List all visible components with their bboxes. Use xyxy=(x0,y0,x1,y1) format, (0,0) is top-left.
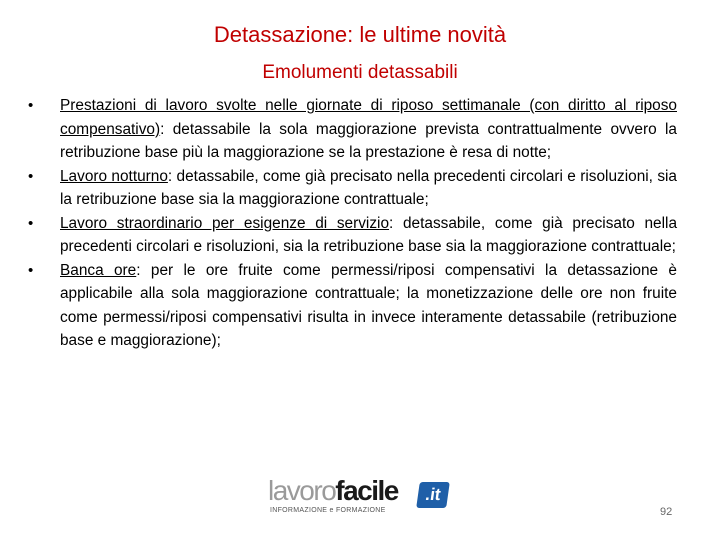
bullet-item-straordinario xyxy=(60,212,677,259)
bullet-text: : detassabile, come già precisato nella precedenti circolari e risoluzioni, sia la retribuzione base sia la maggiorazione contrattuale; xyxy=(60,214,678,255)
logo-tagline: INFORMAZIONE e FORMAZIONE xyxy=(270,507,386,514)
slide-subtitle: Emolumenti detassabili xyxy=(262,62,458,83)
logo-tld-badge: .it xyxy=(416,482,450,508)
bullet-item-notturno xyxy=(60,165,677,212)
bullet-label: Lavoro straordinario per esigenze di servizio xyxy=(60,214,390,232)
bullet-text: : detassabile, come già precisato nella precedenti circolari e risoluzioni, sia la retribuzione base sia la maggiorazione contrattuale; xyxy=(60,167,677,208)
page-number: 92 xyxy=(660,506,673,518)
slide-title: Detassazione: le ultime novità xyxy=(213,22,507,47)
logo-word-facile: facile xyxy=(335,475,398,506)
bullet-label: Lavoro notturno xyxy=(60,167,168,185)
bullet-text: : detassabile la sola maggiorazione prevista contrattualmente ovvero la retribuzione base più la maggiorazione se la prestazione è resa di notte; xyxy=(60,120,677,161)
bullet-list xyxy=(60,94,677,353)
bullet-item-banca-ore xyxy=(60,259,677,353)
logo-word-lavoro: lavoro xyxy=(268,475,336,506)
bullet-label: Prestazioni di lavoro svolte nelle giornate di riposo settimanale (con diritto al riposo compensativo) xyxy=(60,97,677,138)
bullet-item-riposo xyxy=(60,94,677,165)
bullet-text: : per le ore fruite come permessi/riposi compensativi la detassazione è applicabile alla sola maggiorazione contrattuale; la monetizzazione delle ore non fruite come permessi/riposi compensativi risulta in invece interamente detassabile (retribuzione base e maggiorazione); xyxy=(60,261,677,349)
lavorofacile-logo xyxy=(268,475,448,517)
bullet-label: Banca ore xyxy=(60,261,137,279)
logo-wordmark xyxy=(268,473,398,509)
